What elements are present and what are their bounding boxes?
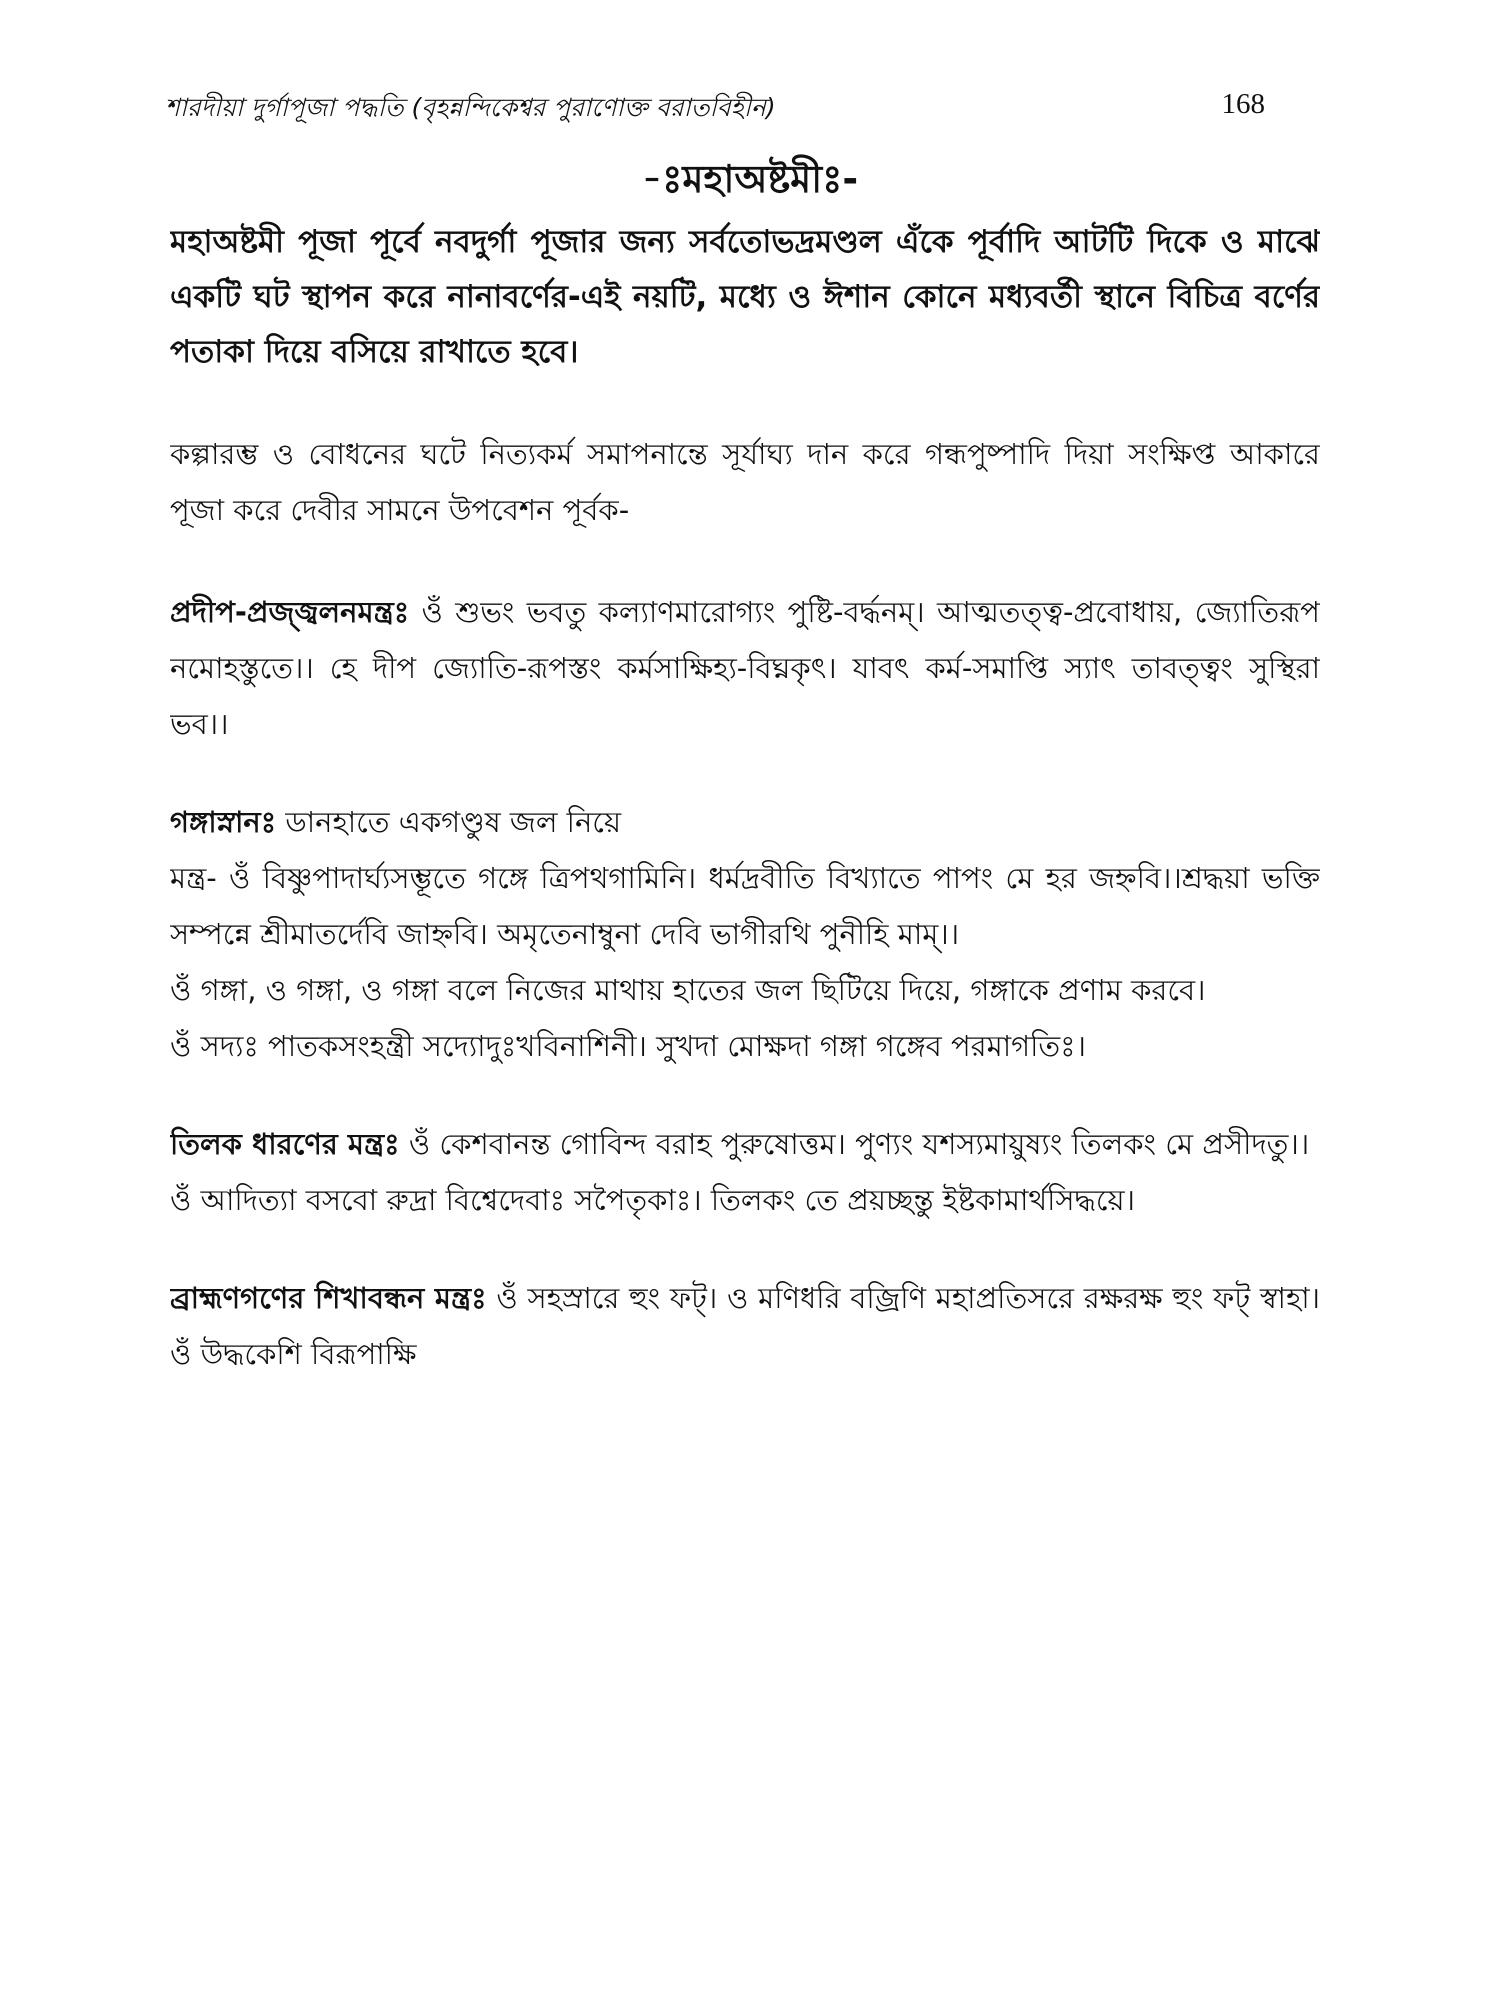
- tilak-label: তিলক ধারণের মন্ত্রঃ: [170, 1127, 400, 1161]
- ganga-snan: [170, 794, 1320, 850]
- running-header: [165, 88, 1265, 138]
- tilak-mantra: [170, 1116, 1320, 1172]
- pradip-label: প্রদীপ-প্রজ্জ্বলনমন্ত্রঃ: [170, 595, 410, 629]
- pradip-text: ওঁ শুভং ভবতু কল্যাণমারোগ্যং পুষ্টি-বর্দ্ধনম্। আত্মতত্ত্ব-প্রবোধায়, জ্যোতিরূপ নমোহস্তুতে।। হে দীপ জ্যোতি-রূপস্তং কর্মসাক্ষিহ্য-বিঘ্নকৃৎ। যাবৎ কর্ম-সমাপ্তি স্যাৎ তাবত্ত্বং সুস্থিরা ভব।।: [170, 595, 1320, 741]
- tilak-text: ওঁ কেশবানন্ত গোবিন্দ বরাহ পুরুষোত্তম। পুণ্যং যশস্যমায়ুষ্যং তিলকং মে প্রসীদতু।।: [399, 1127, 1310, 1161]
- ganga-pranam: ওঁ সদ্যঃ পাতকসংহন্ত্রী সদ্যোদুঃখবিনাশিনী। সুখদা মোক্ষদা গঙ্গা গঙ্গেব পরমাগতিঃ।: [170, 1029, 1086, 1063]
- shikha-text: ওঁ সহস্রারে হুং ফট্। ও মণিধরি বজ্রিণি মহাপ্রতিসরে রক্ষরক্ষ হুং ফট্ স্বাহা। ওঁ উদ্ধকেশি বিরূপাক্ষি: [170, 1281, 1320, 1371]
- bold-instruction: মহাঅষ্টমী পূজা পূর্বে নবদুর্গা পূজার জন্য সর্বতোভদ্রমণ্ডল এঁকে পূর্বাদি আটটি দিকে ও মাঝে একটি ঘট স্থাপন করে নানাবর্ণের-এই নয়টি, মধ্যে ও ঈশান কোনে মধ্যবর্তী স্থানে বিচিত্র বর্ণের পতাকা দিয়ে বসিয়ে রাখাতে হবে।: [170, 224, 1320, 370]
- ganga-label: গঙ্গাস্নানঃ: [170, 805, 277, 839]
- page-number: 168: [1221, 88, 1265, 120]
- intro-paragraph: কল্পারম্ভ ও বোধনের ঘটে নিত্যকর্ম সমাপনান্তে সূর্যাঘ্য দান করে গন্ধপুষ্পাদি দিয়া সংক্ষিপ্ত আকারে পূজা করে দেবীর সামনে উপবেশন পূর্বক-: [170, 437, 1320, 527]
- shikha-label: ব্রাহ্মণগণের শিখাবন্ধন মন্ত্রঃ: [170, 1281, 487, 1315]
- page-content: [170, 215, 1320, 1382]
- running-title: শারদীয়া দুর্গাপূজা পদ্ধতি (বৃহন্নন্দিকেশ্বর পুরাণোক্ত বরাতবিহীন): [165, 93, 776, 122]
- shikha-mantra: [170, 1270, 1320, 1382]
- ganga-mantra: মন্ত্র- ওঁ বিষ্ণুপাদার্ঘ্যসম্ভূতে গঙ্গে ত্রিপথগামিনি। ধর্মদ্রবীতি বিখ্যাতে পাপং মে হর জহ্নবি।।শ্রদ্ধয়া ভক্তি সম্পন্নে শ্রীমাতর্দেবি জাহ্নবি। অমৃতেনাম্বুনা দেবি ভাগীরথি পুনীহি মাম্।।: [170, 861, 1320, 951]
- pradip-mantra: [170, 584, 1320, 752]
- ganga-text: ডানহাতে একগণ্ডুষ জল নিয়ে: [276, 805, 622, 839]
- section-heading: -ঃমহাঅষ্টমীঃ-: [641, 157, 859, 201]
- tilak-second-mantra: ওঁ আদিত্যা বসবো রুদ্রা বিশ্বেদেবাঃ সপৈতৃকাঃ। তিলকং তে প্রয়চ্ছন্তু ইষ্টকামার্থসিদ্ধয়ে।: [170, 1183, 1135, 1217]
- ganga-instruction: ওঁ গঙ্গা, ও গঙ্গা, ও গঙ্গা বলে নিজের মাথায় হাতের জল ছিটিয়ে দিয়ে, গঙ্গাকে প্রণাম করবে।: [170, 973, 1206, 1007]
